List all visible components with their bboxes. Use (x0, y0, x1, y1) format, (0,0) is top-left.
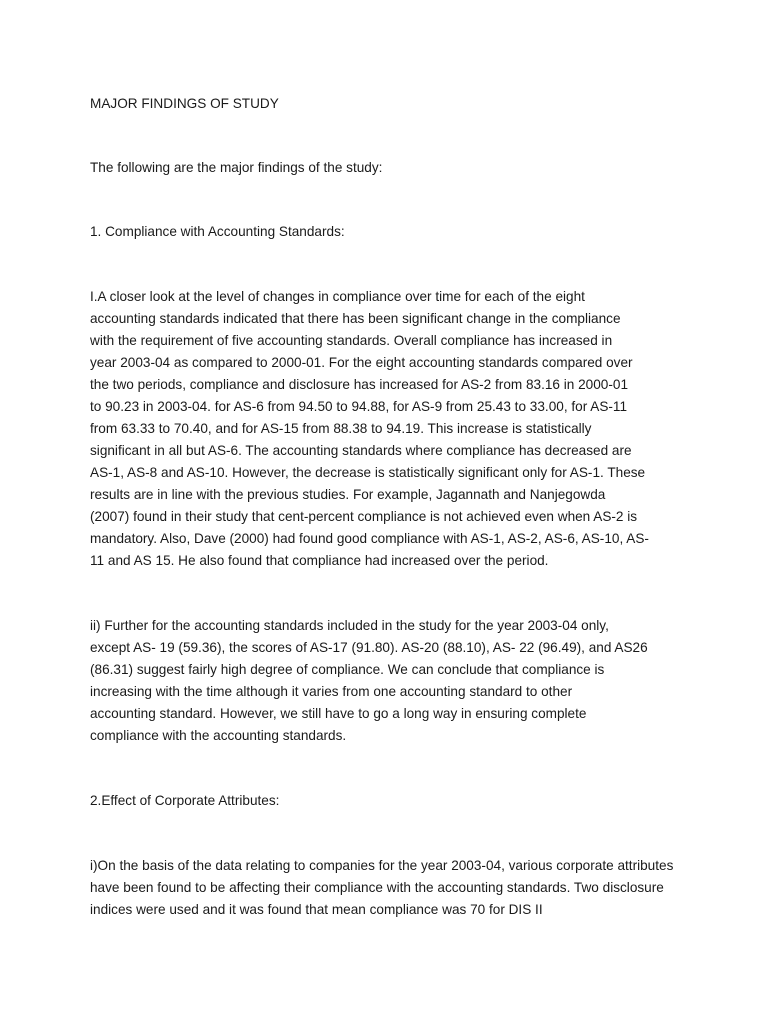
text-line: increasing with the time although it varies from one accounting standard to other (90, 684, 573, 699)
text-line: Two disclosure indices were used and it was found that mean compliance was 70 for DIS II (90, 880, 664, 917)
text-line: accounting standards indicated that there has been significant change in the compliance (90, 311, 621, 326)
text-line: (86.31) suggest fairly high degree of compliance. We can conclude that compliance is (90, 662, 605, 677)
section-2-paragraph-1 (90, 855, 682, 921)
text-line: from 63.33 to 70.40, and for AS-15 from 88.38 to 94.19. This increase is statistically (90, 421, 592, 436)
text-line: attributes have been found to be affecting their compliance with the accounting standards. (90, 858, 674, 895)
text-line: to 90.23 in 2003-04. for AS-6 from 94.50 to 94.88, for AS-9 from 25.43 to 33.00, for AS-11 (90, 399, 628, 414)
text-line: significant in all but AS-6. The accounting standards where compliance has decreased are (90, 443, 632, 458)
section-1-heading: 1. Compliance with Accounting Standards: (90, 224, 345, 239)
text-line: ii) Further for the accounting standards included in the study for the year 2003-04 only, (90, 618, 609, 633)
text-line: 11 and AS 15. He also found that compliance had increased over the period. (90, 553, 549, 568)
text-line: results are in line with the previous studies. For example, Jagannath and Nanjegowda (90, 487, 606, 502)
section-1-paragraph-1 (90, 286, 682, 572)
text-line: I.A closer look at the level of changes in compliance over time for each of the eight (90, 289, 585, 304)
text-line: except AS- 19 (59.36), the scores of AS-17 (91.80). AS-20 (88.10), AS- 22 (96.49), and AS26 (90, 640, 648, 655)
text-line: the two periods, compliance and disclosure has increased for AS-2 from 83.16 in 2000-01 (90, 377, 629, 392)
section-1-paragraph-2 (90, 615, 682, 747)
document-title: MAJOR FINDINGS OF STUDY (90, 96, 279, 111)
document-body (90, 93, 682, 921)
text-line: compliance with the accounting standards. (90, 728, 347, 743)
text-line: (2007) found in their study that cent-percent compliance is not achieved even when AS-2 is (90, 509, 638, 524)
text-line: accounting standard. However, we still have to go a long way in ensuring complete (90, 706, 587, 721)
text-line: with the requirement of five accounting standards. Overall compliance has increased in (90, 333, 613, 348)
text-line: i)On the basis of the data relating to companies for the year 2003-04, various corporate (90, 858, 614, 873)
text-line: mandatory. Also, Dave (2000) had found good compliance with AS-1, AS-2, AS-6, AS-10, AS- (90, 531, 649, 546)
text-line: year 2003-04 as compared to 2000-01. For the eight accounting standards compared over (90, 355, 633, 370)
intro-text: The following are the major findings of the study: (90, 160, 383, 175)
section-2-heading: 2.Effect of Corporate Attributes: (90, 793, 280, 808)
text-line: AS-1, AS-8 and AS-10. However, the decrease is statistically significant only for AS-1. These (90, 465, 646, 480)
